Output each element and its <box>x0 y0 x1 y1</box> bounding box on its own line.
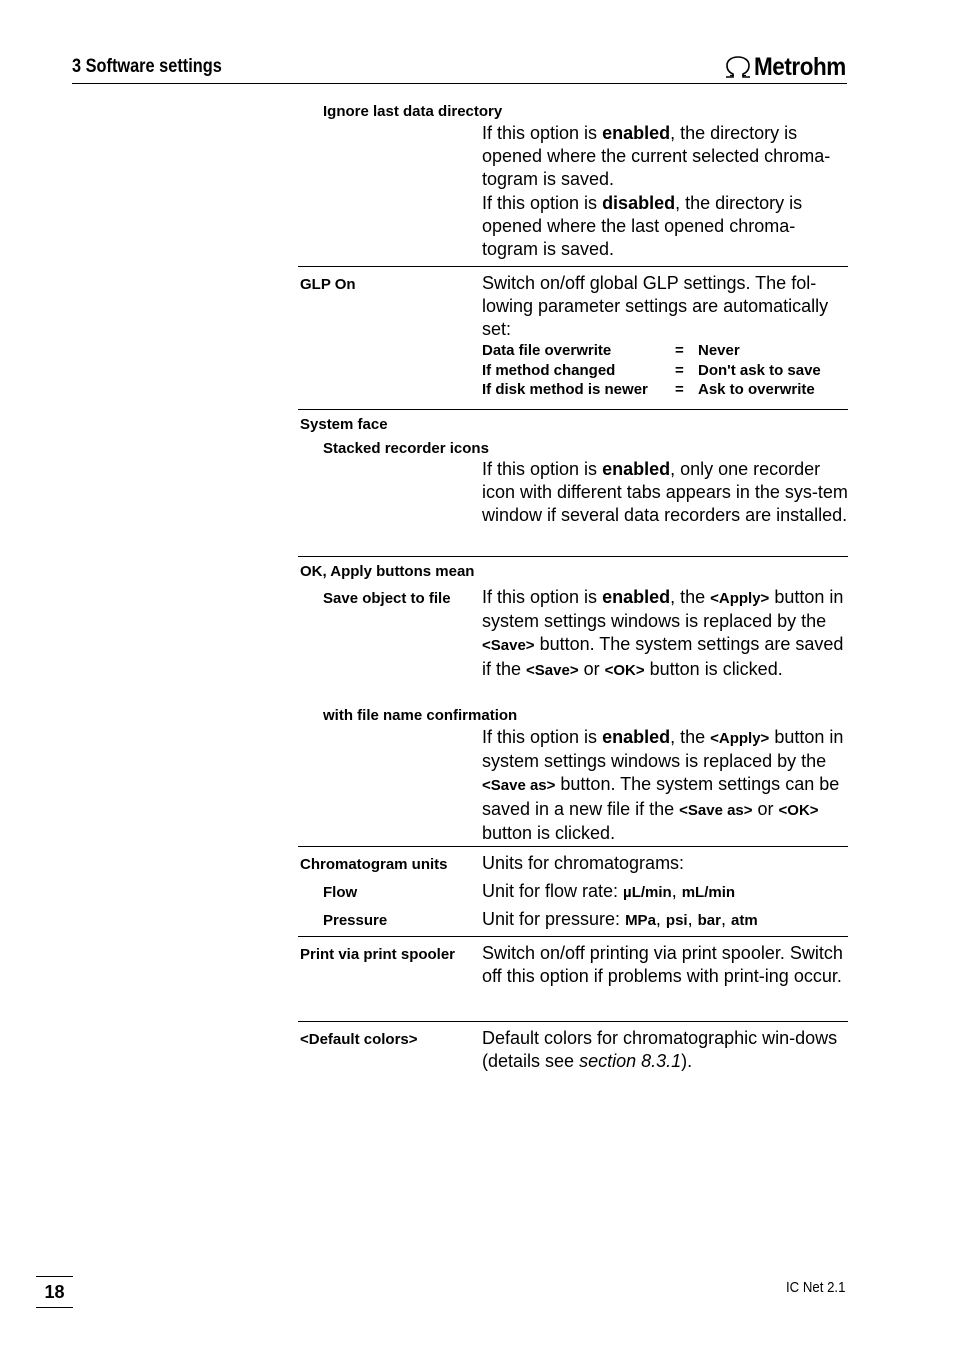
divider <box>298 409 848 410</box>
stacked-recorder-icons-desc: If this option is enabled, only one recorder icon with different tabs appears in the sys-tem window if several data recorders are installed. <box>482 459 848 526</box>
section-title: 3 Software settings <box>72 56 222 77</box>
default-colors-label: <Default colors> <box>300 1031 418 1048</box>
save-object-to-file-desc: If this option is enabled, the <Apply> button in system settings windows is replaced by the <Save> button. The system settings are saved if the <Save> or <OK> button is clicked. <box>482 587 844 679</box>
file-name-confirmation-desc: If this option is enabled, the <Apply> button in system settings windows is replaced by the <Save as> button. The system settings can be saved in a new file if the <Save as> or <OK> button is clicked. <box>482 727 844 843</box>
system-face-label: System face <box>300 416 388 433</box>
print-spooler-label: Print via print spooler <box>300 946 456 963</box>
glp-settings-list <box>482 341 848 400</box>
default-colors-desc: Default colors for chromatographic win-dows (details see section 8.3.1). <box>482 1028 838 1072</box>
file-name-confirmation-label: with file name confirmation <box>323 707 518 724</box>
save-object-to-file-label: Save object to file <box>323 590 451 607</box>
divider <box>298 936 848 937</box>
pressure-desc: Unit for pressure: MPa, psi, bar, atm <box>482 909 758 929</box>
divider <box>298 266 848 267</box>
glp-desc: Switch on/off global GLP settings. The fol-lowing parameter settings are automatically set: <box>482 273 829 340</box>
glp-setting-row: Data file overwrite = Never <box>482 342 740 359</box>
ignore-last-dir-desc: If this option is enabled, the directory is opened where the current selected chroma-togram is saved. If this option is disabled, the directory is opened where the last opened chroma-togram is saved. <box>482 123 831 260</box>
glp-setting-row: If disk method is newer = Ask to overwrite <box>482 381 815 398</box>
flow-desc: Unit for flow rate: µL/min, mL/min <box>482 881 736 901</box>
divider <box>298 846 848 847</box>
glp-setting-row: If method changed = Don't ask to save <box>482 361 821 379</box>
divider <box>298 556 848 557</box>
pressure-label: Pressure <box>323 912 388 929</box>
metrohm-logo <box>724 54 856 80</box>
header-rule <box>72 83 847 84</box>
product-name: IC Net 2.1 <box>786 1279 846 1296</box>
ignore-last-dir-label: Ignore last data directory <box>323 103 503 120</box>
chromatogram-units-desc: Units for chromatograms: <box>482 853 685 873</box>
glp-label: GLP On <box>300 276 356 293</box>
divider <box>298 1021 848 1022</box>
page-number: 18 <box>36 1276 73 1308</box>
ok-apply-label: OK, Apply buttons mean <box>300 563 475 580</box>
flow-label: Flow <box>323 884 358 901</box>
print-spooler-desc: Switch on/off printing via print spooler. Switch off this option if problems with print-ing occur. <box>482 943 843 987</box>
chromatogram-units-label: Chromatogram units <box>300 856 448 873</box>
omega-icon <box>724 55 752 79</box>
stacked-recorder-icons-label: Stacked recorder icons <box>323 440 489 457</box>
brand-name: Metrohm <box>754 52 846 81</box>
